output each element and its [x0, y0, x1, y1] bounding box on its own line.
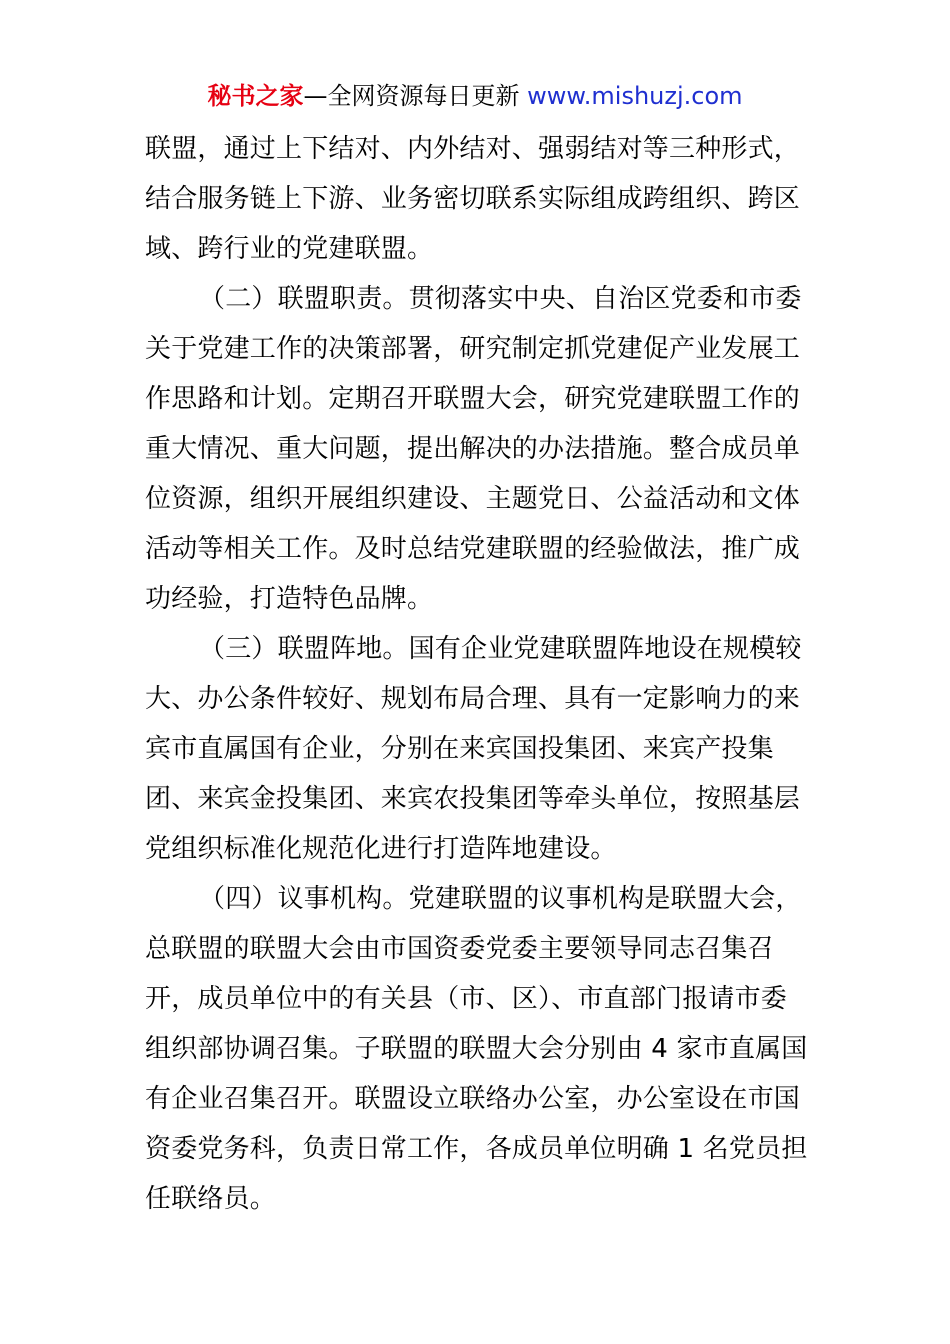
header-tagline: —全网资源每日更新 [303, 82, 520, 110]
text-line: 联盟，通过上下结对、内外结对、强弱结对等三种形式， [145, 134, 801, 164]
text-line: 开，成员单位中的有关县（市、区）、市直部门报请市委 [145, 984, 788, 1014]
text-line: 活动等相关工作。及时总结党建联盟的经验做法，推广成 [145, 534, 801, 564]
text-line: 党组织标准化规范化进行打造阵地建设。 [145, 834, 617, 864]
text-line: 资委党务科，负责日常工作，各成员单位明确 1 名党员担 [145, 1134, 808, 1164]
text-line: 功经验，打造特色品牌。 [145, 584, 434, 614]
page-header [0, 80, 950, 112]
text-line: 有企业召集召开。联盟设立联络办公室，办公室设在市国 [145, 1084, 801, 1114]
text-line: 作思路和计划。定期召开联盟大会，研究党建联盟工作的 [145, 384, 801, 414]
text-line: 组织部协调召集。子联盟的联盟大会分别由 4 家市直属国 [145, 1034, 808, 1064]
site-url-link[interactable]: www.mishuzj.com [527, 82, 743, 110]
brand-name: 秘书之家 [207, 82, 304, 110]
text-line: 结合服务链上下游、业务密切联系实际组成跨组织、跨区 [145, 184, 801, 214]
section-two-heading-line: （二）联盟职责。贯彻落实中央、自治区党委和市委 [199, 284, 802, 314]
text-line: 关于党建工作的决策部署，研究制定抓党建促产业发展工 [145, 334, 801, 364]
text-line: 团、来宾金投集团、来宾农投集团等牵头单位，按照基层 [145, 784, 801, 814]
text-line: 任联络员。 [145, 1184, 277, 1214]
text-line: 重大情况、重大问题，提出解决的办法措施。整合成员单 [145, 434, 801, 464]
text-line: 域、跨行业的党建联盟。 [145, 234, 434, 264]
text-line: 宾市直属国有企业，分别在来宾国投集团、来宾产投集 [145, 734, 774, 764]
text-line: 大、办公条件较好、规划布局合理、具有一定影响力的来 [145, 684, 801, 714]
section-three-heading-line: （三）联盟阵地。国有企业党建联盟阵地设在规模较 [199, 634, 802, 664]
text-line: 总联盟的联盟大会由市国资委党委主要领导同志召集召 [145, 934, 774, 964]
text-line: 位资源，组织开展组织建设、主题党日、公益活动和文体 [145, 484, 801, 514]
section-four-heading-line: （四）议事机构。党建联盟的议事机构是联盟大会， [199, 884, 802, 914]
document-body [145, 124, 815, 1224]
